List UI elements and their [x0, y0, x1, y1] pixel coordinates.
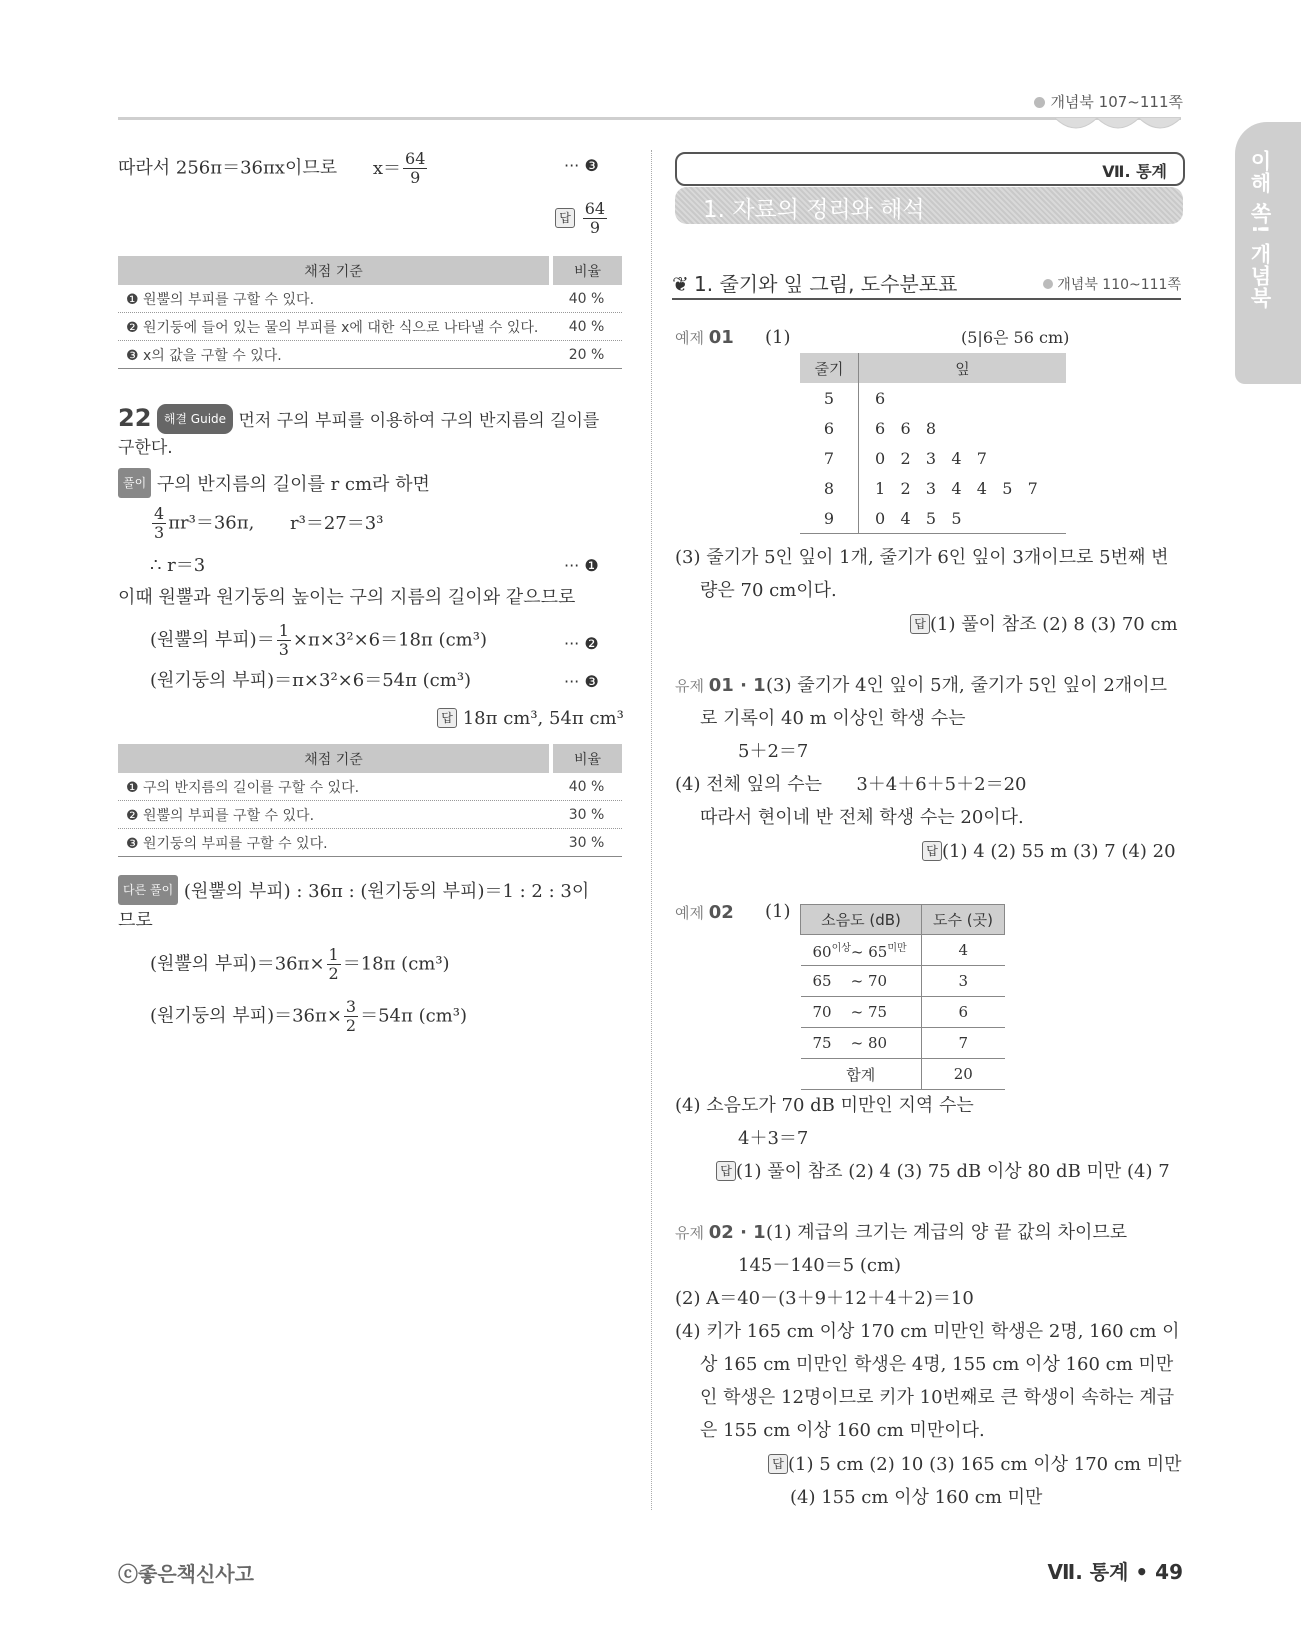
problem-22: 22 해결 Guide 먼저 구의 부피를 이용하여 구의 반지름의 길이를: [118, 404, 600, 432]
subsection-header: [672, 266, 1181, 300]
alt-solution: 다른 풀이 (원뿔의 부피) : 36π : (원기둥의 부피)＝1 : 2 : 3이: [118, 875, 589, 906]
col-header: 소음도 (dB): [801, 905, 922, 935]
subsection-title: 1. 줄기와 잎 그림, 도수분포표: [694, 272, 958, 296]
table-row: ❶ 구의 반지름의 길이를 구할 수 있다. 40 %: [118, 773, 622, 801]
problem-22-cont: 구한다.: [118, 438, 173, 458]
equation-4: (원기둥의 부피)＝π×3²×6＝54π (cm³): [150, 670, 472, 691]
table-row: ❶ 원뿔의 부피를 구할 수 있다. 40 %: [118, 285, 622, 313]
text-line: 량은 70 cm이다.: [700, 580, 837, 601]
fraction: $\frac{64}{9}$: [584, 199, 606, 237]
chapter-box: Ⅶ. 통계: [675, 152, 1185, 186]
guide-badge: 해결 Guide: [157, 404, 233, 434]
left-text: 이때 원뿔과 원기둥의 높이는 구의 지름의 길이와 같으므로: [118, 587, 576, 608]
table-row: 합계 20: [801, 1059, 1005, 1090]
col-header: 채점 기준: [118, 256, 551, 285]
publisher-logo: ⓒ좋은책신사고: [118, 1562, 254, 1586]
text-line: (1) 계급의 크기는 계급의 양 끝 값의 차이므로: [766, 1222, 1128, 1243]
text-line: 로 기록이 40 m 이상인 학생 수는: [700, 708, 966, 729]
table-row: ❸ 원기둥의 부피를 구할 수 있다. 30 %: [118, 829, 622, 857]
alt-solution-badge: 다른 풀이: [118, 875, 178, 905]
answer-icon: 답: [437, 708, 457, 728]
side-tab[interactable]: [1235, 122, 1301, 384]
text-line: 인 학생은 12명이므로 키가 10번째로 큰 학생이 속하는 계급: [700, 1387, 1175, 1408]
fraction: $\frac{64}{9}$: [405, 149, 426, 187]
table-row: 9 0 4 5 5: [800, 503, 1066, 534]
answer-icon: 답: [910, 614, 930, 634]
table-row: ❷ 원기둥에 들어 있는 물의 부피를 x에 대한 식으로 나타낼 수 있다. 40 %: [118, 313, 622, 341]
table-row: ❷ 원뿔의 부피를 구할 수 있다. 30 %: [118, 801, 622, 829]
text-line: (4) 전체 잎의 수는 3＋4＋6＋5＋2＝20: [675, 774, 1027, 795]
equation-1: $\frac{4}{3}$ πr³＝36π, r³＝27＝3³: [154, 504, 384, 542]
step-mark: ··· ❶: [564, 556, 599, 575]
text-line: (3) 줄기가 5인 잎이 1개, 줄기가 6인 잎이 3개이므로 5번째 변: [675, 547, 1169, 568]
text-line: 은 155 cm 이상 160 cm 미만이다.: [700, 1420, 985, 1441]
column-divider: [651, 150, 652, 1510]
text-line: 4＋3＝7: [738, 1128, 809, 1149]
leaf-icon: ❦: [672, 272, 689, 296]
stem-leaf-table: [800, 353, 1066, 534]
side-tab-label: 이해 쏙! 개념북: [1248, 150, 1272, 310]
solution-badge: 풀이: [118, 468, 151, 498]
table-row: 5 6: [800, 383, 1066, 413]
solution-line: 풀이 구의 반지름의 길이를 r cm라 하면: [118, 468, 430, 499]
table-row: 70 ~ 75 6: [801, 997, 1005, 1028]
col-header: 줄기: [800, 353, 859, 383]
answer-icon: 답: [768, 1454, 788, 1474]
table-row: 75 ~ 80 7: [801, 1028, 1005, 1059]
answer-2: 답 18π cm³, 54π cm³: [437, 705, 624, 733]
text-line: (3) 줄기가 4인 잎이 5개, 줄기가 5인 잎이 2개이므: [766, 675, 1168, 696]
bullet-icon: [1034, 97, 1045, 108]
table-row: ❸ x의 값을 구할 수 있다. 20 %: [118, 341, 622, 369]
equation-6: (원기둥의 부피)＝36π× $\frac{3}{2}$ ＝54π (cm³): [150, 997, 467, 1035]
step-mark: ··· ❷: [564, 634, 599, 653]
answer-icon: 답: [716, 1161, 736, 1181]
stem-note: (5|6은 56 cm): [961, 328, 1070, 347]
table-row: 7 0 2 3 4 7: [800, 443, 1066, 473]
col-header: 비율: [551, 744, 622, 773]
col-header: 도수 (곳): [922, 905, 1005, 935]
table-row: 6 6 6 8: [800, 413, 1066, 443]
col-header: 잎: [859, 353, 1067, 383]
problem-number: 22: [118, 404, 152, 432]
header-rule: [118, 117, 1181, 120]
col-header: 채점 기준: [118, 744, 551, 773]
text-line: (4) 키가 165 cm 이상 170 cm 미만인 학생은 2명, 160 cm 이: [675, 1321, 1180, 1342]
text-line: (2) A＝40－(3＋9＋12＋4＋2)＝10: [675, 1288, 974, 1309]
step-mark: ··· ❸: [564, 672, 599, 691]
decorative-arcs-icon: [1055, 118, 1181, 133]
equation-2: ∴ r＝3: [150, 555, 206, 576]
table-row: $60^{이상}\sim$ $65^{미만}$ 4: [801, 935, 1005, 966]
equation-3: (원뿔의 부피)＝ $\frac{1}{3}$ ×π×3²×6＝18π (cm³): [150, 621, 487, 659]
text-line: 따라서 현이네 반 전체 학생 수는 20이다.: [700, 807, 1024, 828]
part-label: (1): [765, 327, 791, 348]
left-line-1: 따라서 256π＝36πx이므로 x＝ $\frac{64}{9}$: [118, 149, 426, 187]
table-row: 8 1 2 3 4 4 5 7: [800, 473, 1066, 503]
text-line: 5＋2＝7: [738, 741, 809, 762]
col-header: 비율: [551, 256, 622, 285]
text-line: 145－140＝5 (cm): [738, 1255, 902, 1276]
answer-icon: 답: [922, 841, 942, 861]
table-row: 65 ~ 70 3: [801, 966, 1005, 997]
scoring-table-1: [118, 256, 622, 369]
step-mark: ··· ❸: [564, 156, 599, 175]
answer-icon: 답: [555, 208, 575, 228]
answer-yu02: 답 (1) 5 cm (2) 10 (3) 165 cm 이상 170 cm 미만: [768, 1451, 1182, 1479]
section-bar: 1. 자료의 정리와 해석: [675, 187, 1183, 224]
answer-ex01: 답 (1) 풀이 참조 (2) 8 (3) 70 cm: [910, 611, 1178, 639]
scoring-table-2: [118, 744, 622, 857]
example-01-label: 예제 01: [675, 327, 734, 348]
example-02-label: 예제 02: [675, 902, 734, 923]
part-label: (1): [765, 901, 791, 922]
answer-yu02-cont: (4) 155 cm 이상 160 cm 미만: [790, 1487, 1043, 1508]
equation-5: (원뿔의 부피)＝36π× $\frac{1}{2}$ ＝18π (cm³): [150, 945, 450, 983]
header-reference: 개념북 107~111쪽: [1034, 91, 1183, 112]
exercise-02-label: 유제 02 · 1: [675, 1222, 766, 1243]
subsection-ref: 개념북 110~111쪽: [1043, 274, 1181, 294]
answer-yu01: 답 (1) 4 (2) 55 m (3) 7 (4) 20: [922, 838, 1176, 866]
alt-solution-cont: 므로: [118, 910, 153, 931]
text-line: (4) 소음도가 70 dB 미만인 지역 수는: [675, 1095, 974, 1116]
answer-1: [555, 200, 609, 237]
page-number: Ⅶ. 통계 • 49: [1047, 1560, 1183, 1584]
text-line: 상 165 cm 미만인 학생은 4명, 155 cm 이상 160 cm 미만: [700, 1354, 1174, 1375]
frequency-table: [800, 904, 1005, 1090]
answer-ex02: 답 (1) 풀이 참조 (2) 4 (3) 75 dB 이상 80 dB 미만 (4) 7: [716, 1158, 1170, 1186]
exercise-01-label: 유제 01 · 1: [675, 675, 766, 696]
